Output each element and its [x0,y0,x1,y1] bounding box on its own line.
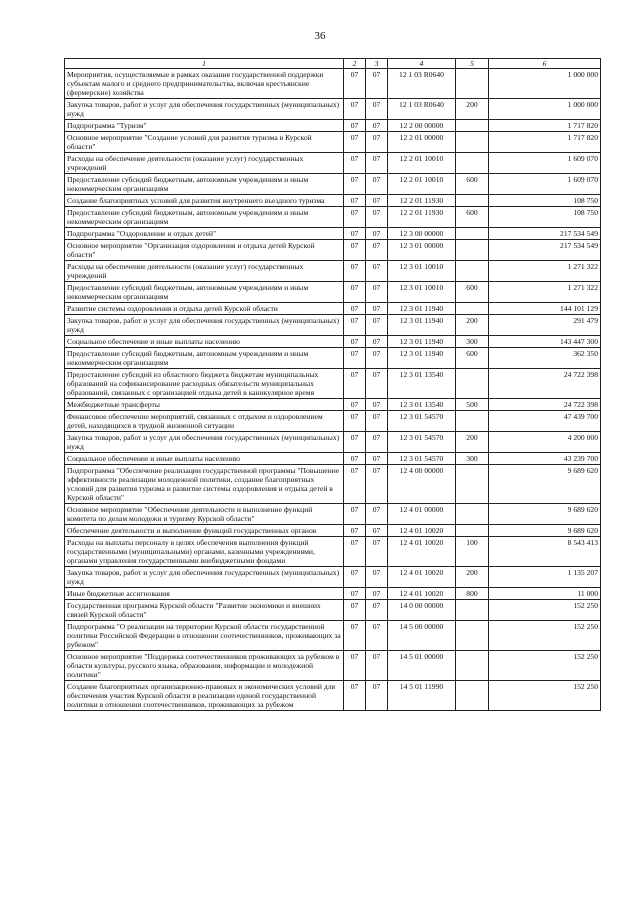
cell-expense-type: 300 [456,453,489,465]
cell-amount: 1 717 820 [489,120,601,132]
table-row [65,336,601,348]
cell-subsection: 07 [366,195,388,207]
cell-section: 07 [344,153,366,174]
cell-target-article: 12 3 01 13540 [388,399,456,411]
table-row [65,453,601,465]
cell-name: Мероприятия, осуществляемые в рамках оказания государственной поддержки субъектам малого и среднего предпринимательства, включая крестьянские (фермерские) хозяйства [65,69,344,99]
cell-target-article: 14 5 00 00000 [388,621,456,651]
header-col-4: 4 [388,59,456,69]
header-col-6: 6 [489,59,601,69]
cell-name: Обеспечение деятельности и выполнение функций государственных органов [65,525,344,537]
cell-section: 07 [344,132,366,153]
cell-expense-type: 200 [456,315,489,336]
cell-expense-type: 600 [456,207,489,228]
table-row [65,261,601,282]
table-row [65,432,601,453]
cell-target-article: 12 3 01 54570 [388,453,456,465]
cell-amount: 9 689 620 [489,465,601,504]
cell-subsection: 07 [366,681,388,711]
cell-expense-type: 200 [456,99,489,120]
header-col-5: 5 [456,59,489,69]
cell-subsection: 07 [366,207,388,228]
cell-expense-type: 600 [456,348,489,369]
cell-target-article: 12 3 01 11940 [388,336,456,348]
budget-table [64,58,601,711]
cell-target-article: 12 4 00 00000 [388,465,456,504]
cell-section: 07 [344,282,366,303]
cell-target-article: 12 4 01 10020 [388,588,456,600]
cell-section: 07 [344,537,366,567]
cell-target-article: 12 2 00 00000 [388,120,456,132]
header-col-3: 3 [366,59,388,69]
cell-subsection: 07 [366,240,388,261]
cell-section: 07 [344,99,366,120]
cell-target-article: 12 3 01 11940 [388,303,456,315]
cell-expense-type [456,651,489,681]
cell-subsection: 07 [366,315,388,336]
cell-target-article: 12 3 01 13540 [388,369,456,399]
table-row [65,174,601,195]
cell-target-article: 12 3 01 11940 [388,348,456,369]
cell-target-article: 14 0 00 00000 [388,600,456,621]
cell-expense-type: 600 [456,282,489,303]
cell-name: Основное мероприятие "Обеспечение деятельности и выполнение функций комитета по делам молодежи и туризму Курской области" [65,504,344,525]
cell-target-article: 12 3 01 10010 [388,261,456,282]
cell-target-article: 12 3 01 00000 [388,240,456,261]
cell-name: Расходы на обеспечение деятельности (оказание услуг) государственных учреждений [65,153,344,174]
table-row [65,132,601,153]
page-number: 36 [314,30,326,42]
cell-subsection: 07 [366,537,388,567]
cell-name: Социальное обеспечение и иные выплаты населению [65,453,344,465]
cell-amount: 152 250 [489,600,601,621]
table-body [65,69,601,711]
cell-name: Подпрограмма "Туризм" [65,120,344,132]
table-row [65,567,601,588]
cell-name: Предоставление субсидий бюджетным, автономным учреждениям и иным некоммерческим организациям [65,282,344,303]
cell-section: 07 [344,348,366,369]
cell-section: 07 [344,567,366,588]
table-row [65,99,601,120]
cell-name: Подпрограмма "Оздоровление и отдых детей" [65,228,344,240]
cell-subsection: 07 [366,567,388,588]
cell-section: 07 [344,432,366,453]
cell-subsection: 07 [366,120,388,132]
cell-target-article: 14 5 01 11990 [388,681,456,711]
cell-amount: 8 543 413 [489,537,601,567]
cell-amount: 1 609 070 [489,153,601,174]
table-row [65,369,601,399]
cell-target-article: 12 4 01 10020 [388,525,456,537]
cell-subsection: 07 [366,525,388,537]
cell-section: 07 [344,588,366,600]
cell-section: 07 [344,303,366,315]
table-row [65,651,601,681]
cell-target-article: 12 4 01 10020 [388,567,456,588]
cell-name: Основное мероприятие "Организация оздоровления и отдыха детей Курской области" [65,240,344,261]
cell-subsection: 07 [366,132,388,153]
table-row [65,588,601,600]
cell-name: Предоставление субсидий бюджетным, автономным учреждениям и иным некоммерческим организациям [65,348,344,369]
table-row [65,195,601,207]
cell-expense-type [456,369,489,399]
table-row [65,348,601,369]
table-row [65,504,601,525]
cell-section: 07 [344,465,366,504]
cell-section: 07 [344,240,366,261]
cell-amount: 1 271 322 [489,261,601,282]
cell-subsection: 07 [366,153,388,174]
cell-target-article: 12 3 01 54570 [388,411,456,432]
cell-subsection: 07 [366,369,388,399]
cell-subsection: 07 [366,453,388,465]
cell-target-article: 12 3 01 10010 [388,282,456,303]
cell-target-article: 12 2 01 00000 [388,132,456,153]
cell-amount: 108 750 [489,207,601,228]
table-row [65,525,601,537]
table-row [65,282,601,303]
cell-amount: 9 689 620 [489,504,601,525]
table-row [65,207,601,228]
cell-section: 07 [344,369,366,399]
cell-section: 07 [344,411,366,432]
cell-target-article: 12 1 03 R0640 [388,99,456,120]
cell-amount: 1 135 207 [489,567,601,588]
cell-subsection: 07 [366,69,388,99]
cell-subsection: 07 [366,228,388,240]
cell-section: 07 [344,504,366,525]
cell-expense-type: 800 [456,588,489,600]
cell-expense-type [456,465,489,504]
cell-subsection: 07 [366,651,388,681]
cell-target-article: 12 2 01 11930 [388,195,456,207]
cell-expense-type [456,120,489,132]
cell-section: 07 [344,453,366,465]
cell-name: Закупка товаров, работ и услуг для обеспечения государственных (муниципальных) нужд [65,432,344,453]
cell-section: 07 [344,228,366,240]
cell-expense-type [456,69,489,99]
cell-expense-type [456,261,489,282]
table-row [65,465,601,504]
table-row [65,621,601,651]
cell-subsection: 07 [366,465,388,504]
cell-expense-type [456,411,489,432]
cell-name: Предоставление субсидий бюджетным, автономным учреждениям и иным некоммерческим организациям [65,174,344,195]
cell-expense-type: 600 [456,174,489,195]
cell-name: Социальное обеспечение и иные выплаты населению [65,336,344,348]
cell-amount: 11 000 [489,588,601,600]
cell-amount: 362 350 [489,348,601,369]
cell-name: Развитие системы оздоровления и отдыха детей Курской области [65,303,344,315]
table-header-row [65,59,601,69]
cell-amount: 217 534 549 [489,240,601,261]
cell-amount: 1 000 000 [489,99,601,120]
cell-amount: 9 689 620 [489,525,601,537]
cell-expense-type: 100 [456,537,489,567]
cell-name: Финансовое обеспечение мероприятий, связанных с отдыхом и оздоровлением детей, находящихся в трудной жизненной ситуации [65,411,344,432]
table-row [65,537,601,567]
cell-amount: 143 447 300 [489,336,601,348]
cell-expense-type: 200 [456,567,489,588]
cell-subsection: 07 [366,99,388,120]
cell-subsection: 07 [366,348,388,369]
cell-expense-type [456,681,489,711]
cell-target-article: 12 2 01 11930 [388,207,456,228]
table-row [65,600,601,621]
table-row [65,120,601,132]
cell-subsection: 07 [366,411,388,432]
cell-name: Закупка товаров, работ и услуг для обеспечения государственных (муниципальных) нужд [65,99,344,120]
cell-name: Подпрограмма "О реализации на территории Курской области государственной политики Российской Федерации в отношении соотечественников, проживающих за рубежом" [65,621,344,651]
cell-amount: 1 271 322 [489,282,601,303]
cell-section: 07 [344,651,366,681]
cell-amount: 43 239 700 [489,453,601,465]
cell-amount: 24 722 398 [489,369,601,399]
cell-expense-type: 300 [456,336,489,348]
cell-subsection: 07 [366,282,388,303]
cell-section: 07 [344,525,366,537]
cell-amount: 217 534 549 [489,228,601,240]
cell-name: Создание благоприятных условий для развития внутреннего въездного туризма [65,195,344,207]
cell-section: 07 [344,261,366,282]
cell-target-article: 12 1 03 R0640 [388,69,456,99]
cell-subsection: 07 [366,600,388,621]
cell-name: Предоставление субсидий из областного бюджета бюджетам муниципальных образований на софинансирование расходных обязательств муниципальных образований, связанных с организацией отдыха детей в каникулярное время [65,369,344,399]
cell-section: 07 [344,207,366,228]
cell-expense-type [456,240,489,261]
cell-expense-type [456,153,489,174]
cell-amount: 1 717 820 [489,132,601,153]
cell-expense-type [456,621,489,651]
table-row [65,228,601,240]
cell-subsection: 07 [366,588,388,600]
cell-expense-type: 200 [456,432,489,453]
cell-name: Основное мероприятие "Поддержка соотечественников проживающих за рубежом в области культуры, русского языка, образования, информации и молодежной политики" [65,651,344,681]
cell-expense-type [456,303,489,315]
cell-target-article: 14 5 01 00000 [388,651,456,681]
cell-section: 07 [344,399,366,411]
cell-amount: 144 101 129 [489,303,601,315]
header-col-2: 2 [344,59,366,69]
cell-name: Основное мероприятие "Создание условий для развития туризма в Курской области" [65,132,344,153]
cell-name: Государственная программа Курской области "Развитие экономики и внешних связей Курской области" [65,600,344,621]
cell-section: 07 [344,120,366,132]
table-row [65,315,601,336]
cell-target-article: 12 2 01 10010 [388,153,456,174]
cell-subsection: 07 [366,432,388,453]
cell-amount: 291 479 [489,315,601,336]
cell-subsection: 07 [366,399,388,411]
table-row [65,153,601,174]
cell-subsection: 07 [366,261,388,282]
cell-amount: 1 000 000 [489,69,601,99]
cell-target-article: 12 3 00 00000 [388,228,456,240]
cell-expense-type [456,525,489,537]
cell-amount: 152 250 [489,681,601,711]
cell-name: Закупка товаров, работ и услуг для обеспечения государственных (муниципальных) нужд [65,315,344,336]
cell-subsection: 07 [366,303,388,315]
table-row [65,303,601,315]
cell-section: 07 [344,336,366,348]
cell-target-article: 12 4 01 10020 [388,537,456,567]
cell-amount: 47 439 700 [489,411,601,432]
cell-section: 07 [344,174,366,195]
cell-target-article: 12 2 01 10010 [388,174,456,195]
cell-target-article: 12 3 01 11940 [388,315,456,336]
table-row [65,399,601,411]
table-row [65,411,601,432]
table-row [65,240,601,261]
cell-section: 07 [344,621,366,651]
cell-amount: 24 722 398 [489,399,601,411]
cell-target-article: 12 4 01 00000 [388,504,456,525]
cell-name: Подпрограмма "Обеспечение реализации государственной программы "Повышение эффективности реализации молодежной политики, создание благоприятных условий для развития туризма и развитие системы оздоровления и отдыха детей в Курской области" [65,465,344,504]
cell-amount: 108 750 [489,195,601,207]
table-row [65,681,601,711]
cell-amount: 152 250 [489,651,601,681]
cell-target-article: 12 3 01 54570 [388,432,456,453]
header-col-1: 1 [65,59,344,69]
cell-section: 07 [344,195,366,207]
cell-name: Иные бюджетные ассигнования [65,588,344,600]
cell-expense-type [456,228,489,240]
cell-amount: 152 250 [489,621,601,651]
cell-expense-type: 500 [456,399,489,411]
cell-name: Закупка товаров, работ и услуг для обеспечения государственных (муниципальных) нужд [65,567,344,588]
table-row [65,69,601,99]
cell-subsection: 07 [366,336,388,348]
cell-expense-type [456,600,489,621]
cell-expense-type [456,504,489,525]
cell-expense-type [456,132,489,153]
cell-expense-type [456,195,489,207]
cell-amount: 4 200 000 [489,432,601,453]
cell-section: 07 [344,600,366,621]
cell-name: Расходы на выплаты персоналу в целях обеспечения выполнения функций государственными (муниципальными) органами, казенными учреждениями, органами управления государственными внебюджетными фондами [65,537,344,567]
cell-section: 07 [344,681,366,711]
cell-name: Расходы на обеспечение деятельности (оказание услуг) государственных учреждений [65,261,344,282]
cell-section: 07 [344,69,366,99]
cell-subsection: 07 [366,621,388,651]
cell-section: 07 [344,315,366,336]
cell-name: Межбюджетные трансферты [65,399,344,411]
cell-subsection: 07 [366,504,388,525]
cell-subsection: 07 [366,174,388,195]
cell-name: Создание благоприятных организационно-правовых и экономических условий для обеспечения участия Курской области в реализации единой государственной политики в отношении соотечественников, проживающих за рубежом [65,681,344,711]
cell-name: Предоставление субсидий бюджетным, автономным учреждениям и иным некоммерческим организациям [65,207,344,228]
cell-amount: 1 609 070 [489,174,601,195]
